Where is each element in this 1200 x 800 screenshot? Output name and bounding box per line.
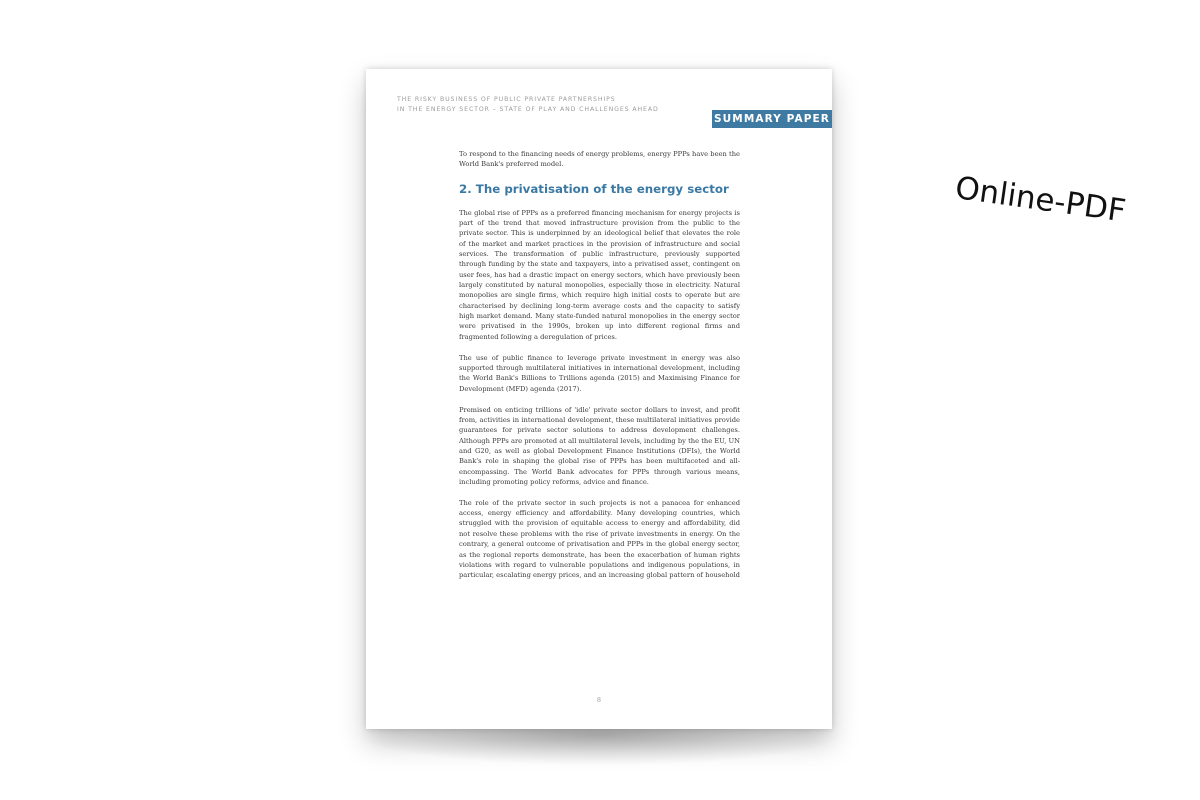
document-page	[366, 69, 832, 729]
running-header	[397, 95, 697, 115]
intro-paragraph: To respond to the financing needs of energy problems, energy PPPs have been the World Bank's preferred model.	[459, 150, 740, 169]
body-paragraph-2: The use of public finance to leverage private investment in energy was also supported through multilateral initiatives in international development, including the World Bank's Billions to Trillions agenda (2015) and Maximising Finance for Development (MFD) agenda (2017).	[459, 353, 740, 393]
summary-paper-banner: SUMMARY PAPER	[712, 110, 832, 128]
body-paragraph-3: Premised on enticing trillions of 'idle' private sector dollars to invest, and profit from, activities in international development, these multilateral initiatives provide guarantees for private sector solutions to address development challenges. Although PPPs are promoted at all multilateral levels, including by the the EU, UN and G20, as well as global Development Finance Institutions (DFIs), the World Bank's role in shaping the global rise of PPPs has been multifaceted and all-encompassing. The World Bank advocates for PPPs through various means, including promoting policy reforms, advice and finance.	[459, 405, 740, 486]
page-number: 8	[596, 696, 602, 704]
online-pdf-label: Online-PDF	[952, 170, 1128, 230]
header-line-1: THE RISKY BUSINESS OF PUBLIC PRIVATE PARTNERSHIPS	[397, 96, 616, 103]
body-paragraph-1: The global rise of PPPs as a preferred financing mechanism for energy projects is part of the trend that moved infrastructure provision from the public to the private sector. This is underpinned by an ideological belief that elevates the role of the market and market practices in the provision of infrastructure and social services. The transformation of public infrastructure, previously supported through funding by the state and taxpayers, into a privatised asset, contingent on user fees, has had a drastic impact on energy sectors, which have previously been largely constituted by natural monopolies, especially those in electricity. Natural monopolies are single firms, which require high initial costs to operate but are characterised by declining long-term average costs and the capacity to satisfy high market demand. Many state-funded natural monopolies in the energy sector were privatised in the 1990s, broken up into different regional firms and fragmented following a deregulation of prices.	[459, 208, 740, 341]
body-paragraph-4: The role of the private sector in such projects is not a panacea for enhanced access, energy efficiency and affordability. Many developing countries, which struggled with the provision of equitable access to energy and affordability, did not resolve these problems with the rise of private investments in energy. On the contrary, a general outcome of privatisation and PPPs in the global energy sector, as the regional reports demonstrate, has been the exacerbation of human rights violations with regard to vulnerable populations and indigenous populations, in particular, escalating energy prices, and an increasing global pattern of household	[459, 498, 740, 580]
header-line-2: IN THE ENERGY SECTOR – STATE OF PLAY AND CHALLENGES AHEAD	[397, 106, 659, 113]
section-title: 2. The privatisation of the energy sector	[459, 181, 729, 196]
page-content	[459, 149, 740, 591]
